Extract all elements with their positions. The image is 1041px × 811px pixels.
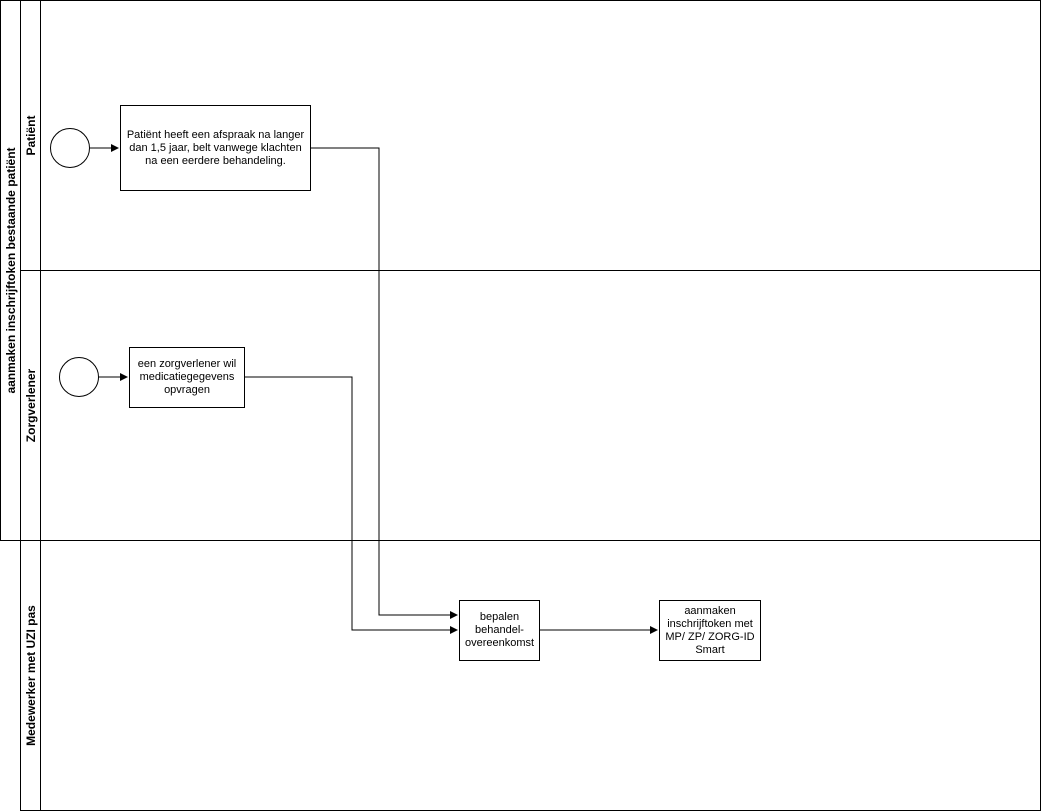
task-bepalen-behandelovereenkomst[interactable]: bepalen behandel-overeenkomst	[459, 600, 540, 661]
flow-patient-task-to-bepalen	[311, 148, 457, 615]
lane-zorgverlener-label: Zorgverlener	[23, 368, 38, 443]
pool-title: aanmaken inschrijftoken bestaande patiënt	[3, 147, 18, 394]
lane-patient-label: Patiënt	[23, 115, 38, 156]
lane-medewerker-label: Medewerker met UZI pas	[23, 605, 38, 746]
flow-zorgverlener-task-to-bepalen	[245, 377, 457, 630]
task-aanmaken-inschrijftoken[interactable]: aanmaken inschrijftoken met MP/ ZP/ ZORG-ID Smart	[659, 600, 761, 661]
task-zorgverlener-request[interactable]: een zorgverlener wil medicatiegegevens opvragen	[129, 347, 245, 408]
task-patient-call[interactable]: Patiënt heeft een afspraak na langer dan 1,5 jaar, belt vanwege klachten na een eerdere behandeling.	[120, 105, 311, 191]
